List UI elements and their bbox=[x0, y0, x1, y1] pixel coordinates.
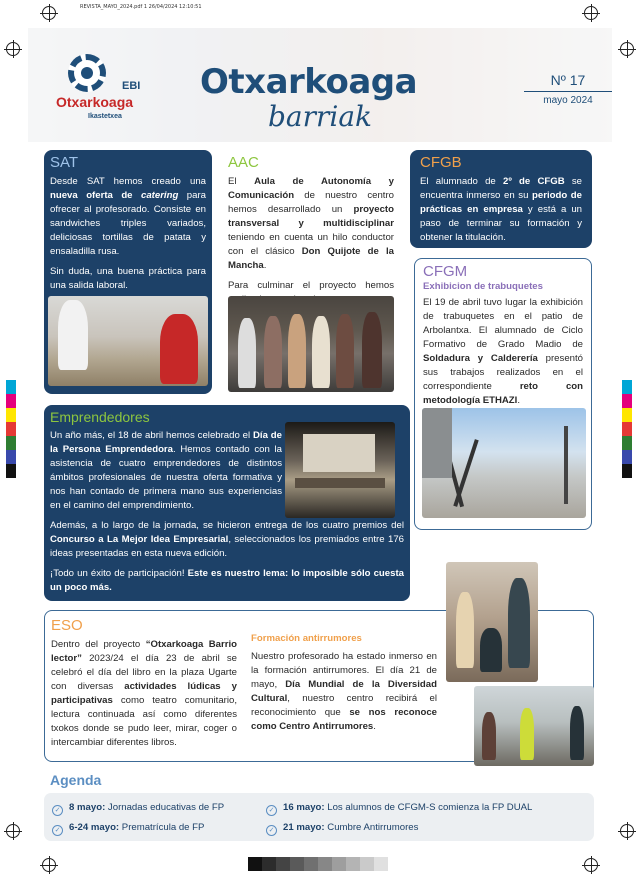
agenda-box bbox=[44, 793, 594, 841]
cfgb-paragraph: El alumnado de 2º de CFGB se encuentra inmerso en su periodo de prácticas en empresa y está a un paso de terminar su formación y obtener la titulación. bbox=[420, 176, 582, 243]
print-info: REVISTA_MAYO_2024.pdf 1 26/04/2024 12:10:51 bbox=[80, 4, 202, 10]
check-icon: ✓ bbox=[266, 805, 277, 816]
registration-mark bbox=[42, 858, 56, 872]
registration-mark bbox=[620, 42, 634, 56]
cfgm-subtitle: Exhibicion de trabuquetes bbox=[423, 281, 543, 292]
cfgb-title: CFGB bbox=[420, 154, 462, 171]
emprendedores-paragraph-3: ¡Todo un éxito de participación! Este es nuestro lema: lo imposible sólo cuesta un poco más. bbox=[50, 568, 404, 593]
eso-photo-2 bbox=[474, 686, 594, 766]
gray-scale-bar bbox=[248, 857, 388, 871]
logo-sub: Ikastetxea bbox=[88, 113, 122, 120]
cfgm-photo bbox=[422, 408, 586, 518]
issue-info bbox=[524, 72, 612, 106]
color-bar bbox=[622, 380, 632, 478]
registration-mark bbox=[6, 824, 20, 838]
registration-mark bbox=[584, 858, 598, 872]
cfgm-paragraph: El 19 de abril tuvo lugar la exhibición de trabuquetes en el patio de Arbolantxa. El alumnado de Ciclo Formativo de Grado Madio de Soldadura y Calderería presentó sus trabajos realizados en el correspondiente reto con metodología ETHAZI. bbox=[423, 297, 583, 406]
aac-paragraph-2: Para culminar el proyecto hemos bbox=[228, 280, 394, 291]
agenda-item: ✓ 16 mayo: Los alumnos de CFGM-S comienza la FP DUAL bbox=[266, 802, 532, 816]
aac-photo bbox=[228, 296, 394, 392]
check-icon: ✓ bbox=[52, 805, 63, 816]
eso-right-column bbox=[251, 633, 437, 740]
emprendedores-paragraph-1: Un año más, el 18 de abril hemos celebrado el Día de la Persona Emprendedora. Hemos contado con la asistencia de cuatro emprendedores de distintos ámbitos profesionales de nuestra oferta formativa y nos han contado de primera mano sus experiencias en el camino del emprendimiento. bbox=[50, 430, 282, 511]
check-icon: ✓ bbox=[266, 825, 277, 836]
eso-left-column bbox=[51, 617, 237, 756]
sat-paragraph-1: Desde SAT hemos creado una nueva oferta de catering para ofrecer al profesorado. Consiste en sandwiches triples variados, deliciosas tortillas de patata y ensaladilla rusa. bbox=[50, 176, 206, 257]
eso-photo-1 bbox=[446, 562, 538, 682]
agenda-title: Agenda bbox=[50, 772, 102, 788]
aac-title: AAC bbox=[228, 154, 259, 171]
agenda-item: ✓ 6-24 mayo: Prematrícula de FP bbox=[52, 822, 204, 836]
eso-paragraph-2: Nuestro profesorado ha estado inmerso en la formación antirrumores. El día 21 de mayo, Día Mundial de la Diversidad Cultural, nuestro centro recibirá el reconocimiento que se nos reconoce como Centro Antirrumores. bbox=[251, 651, 437, 732]
emprendedores-photo bbox=[285, 422, 395, 518]
eso-title: ESO bbox=[51, 617, 83, 634]
masthead bbox=[28, 28, 612, 142]
check-icon: ✓ bbox=[52, 825, 63, 836]
color-bar bbox=[6, 380, 16, 478]
registration-mark bbox=[584, 6, 598, 20]
antirrumores-title: Formación antirrumores bbox=[251, 633, 362, 644]
issue-date: mayo 2024 bbox=[543, 95, 593, 106]
magazine-title: Otxarkoaga bbox=[200, 62, 418, 102]
gear-icon bbox=[68, 54, 106, 92]
school-logo bbox=[50, 50, 160, 140]
sat-title: SAT bbox=[50, 154, 79, 171]
logo-name: Otxarkoaga bbox=[56, 94, 134, 110]
registration-mark bbox=[620, 824, 634, 838]
agenda-item: ✓ 8 mayo: Jornadas educativas de FP bbox=[52, 802, 224, 816]
cfgb-section bbox=[410, 150, 592, 248]
eso-paragraph-1: Dentro del proyecto “Otxarkoaga Barrio lector” 2023/24 el día 23 de abril se celebró el día del libro en la plaza Ugarte con diversas actividades lúdicas y participativas como teatro comunitario, lectura continuada así como diferentes txokos donde se pudo leer, mirar, coger o intercambiar diferentes libros. bbox=[51, 639, 238, 748]
registration-mark bbox=[6, 42, 20, 56]
issue-number: Nº 17 bbox=[550, 72, 586, 88]
sat-paragraph-2: Sin duda, una buena práctica para una salida laboral. bbox=[50, 266, 206, 291]
emprendedores-paragraph-2: Además, a lo largo de la jornada, se hicieron entrega de los cuatro premios del Concurso a La Mejor Idea Empresarial, seleccionados los premiados entre 176 ideas presentadas en esta nueva edición. bbox=[50, 520, 404, 559]
magazine-subtitle: barriak bbox=[268, 100, 373, 133]
agenda-item: ✓ 21 mayo: Cumbre Antirrumores bbox=[266, 822, 418, 836]
aac-paragraph-1: El Aula de Autonomía y Comunicación de nuestro centro hemos desarrollado un proyecto transversal y multidisciplinar teniendo en cuenta un hilo conductor con el clásico Don Quijote de la Mancha. bbox=[228, 176, 394, 271]
emprendedores-title: Emprendedores bbox=[50, 409, 150, 425]
cfgm-title: CFGM bbox=[423, 263, 468, 280]
sat-photo bbox=[48, 296, 208, 386]
registration-mark bbox=[42, 6, 56, 20]
logo-ebi: EBI bbox=[122, 80, 141, 92]
